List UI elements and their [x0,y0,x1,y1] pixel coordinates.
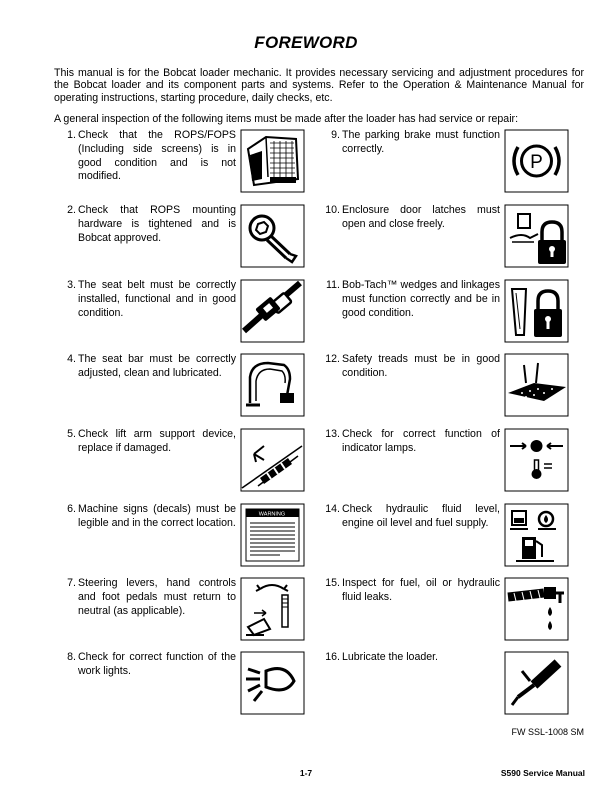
inspection-item [54,353,308,419]
inspection-item [54,204,308,270]
item-text: Check hydraulic fluid level, engine oil level and fuel supply. [342,503,500,529]
grease-gun-icon [504,651,569,715]
inspection-item [318,503,572,569]
page-number: 1-7 [299,768,313,778]
inspection-item [318,204,572,270]
inspection-item [318,651,572,717]
item-number: 9. [331,129,340,141]
lift-arm-support-icon [240,428,305,492]
item-text: Check that the ROPS/FOPS (Including side screens) is in good condition and is not modified. [78,129,236,183]
decal-label: WARNING [258,511,286,518]
manual-name: S590 Service Manual [500,768,585,778]
inspection-item [54,279,308,345]
item-text: Steering levers, hand controls and foot pedals must return to neutral (as applicable). [78,577,236,617]
item-text: Check lift arm support device, replace if damaged. [78,428,236,454]
item-text: Safety treads must be in good condition. [342,353,500,379]
warning-decal-icon [240,503,305,567]
lead-paragraph: A general inspection of the following items must be made after the loader has had service or repair: [54,113,519,125]
steering-lever-icon [240,577,305,641]
inspection-item [54,577,308,643]
item-number: 16. [325,651,340,663]
item-text: Lubricate the loader. [342,651,439,663]
item-text: Inspect for fuel, oil or hydraulic fluid leaks. [342,577,500,603]
item-text: Bob-Tach™ wedges and linkages must function correctly and be in good condition. [342,279,500,319]
inspection-item [318,129,572,195]
work-light-icon [240,651,305,715]
inspection-item [318,428,572,494]
item-text: Check that ROPS mounting hardware is tightened and is Bobcat approved. [78,204,236,244]
item-text: Check for correct function of indicator lamps. [342,428,500,454]
svg-text:P: P [530,152,543,173]
item-text: Enclosure door latches must open and close freely. [342,204,500,230]
item-number: 11. [326,279,340,291]
seat-belt-icon [240,279,305,343]
item-number: 6. [67,503,76,515]
item-text: Machine signs (decals) must be legible and in the correct location. [78,503,236,529]
item-text: The parking brake must function correctly. [342,129,500,155]
parking-brake-icon [504,129,569,193]
rops-cab-icon [240,129,305,193]
item-text: The seat belt must be correctly installed, functional and in good condition. [78,279,236,319]
item-number: 13. [325,428,340,440]
door-latch-lock-icon [504,204,569,268]
item-text: Check for correct function of the work lights. [78,651,236,677]
wedge-lock-icon [504,279,569,343]
inspection-item [318,353,572,419]
inspection-item [54,129,308,195]
fluid-levels-icon [504,503,569,567]
item-number: 2. [67,204,76,216]
item-number: 8. [67,651,76,663]
inspection-item [54,651,308,717]
item-number: 4. [67,353,76,365]
item-number: 10. [325,204,340,216]
inspection-item [318,279,572,345]
inspection-item [54,428,308,494]
intro-paragraph: This manual is for the Bobcat loader mechanic. It provides necessary servicing and adjustment procedures for the Bobcat loader and its component parts and systems. Refer to the Operation & Maintenance Manual for operating instructions, starting procedure, daily checks, etc. [54,67,584,104]
inspection-item [54,503,308,569]
indicator-lamps-icon [504,428,569,492]
safety-tread-icon [504,353,569,417]
item-text: The seat bar must be correctly adjusted, clean and lubricated. [78,353,236,379]
document-code: FW SSL-1008 SM [511,727,584,737]
leak-hose-icon [504,577,569,641]
item-number: 7. [67,577,76,589]
item-number: 3. [67,279,76,291]
item-number: 15. [325,577,340,589]
item-number: 12. [325,353,340,365]
seat-bar-icon [240,353,305,417]
item-number: 14. [325,503,340,515]
item-number: 5. [67,428,76,440]
item-number: 1. [67,129,76,141]
inspection-item [318,577,572,643]
wrench-icon [240,204,305,268]
page-title: FOREWORD [254,33,358,52]
